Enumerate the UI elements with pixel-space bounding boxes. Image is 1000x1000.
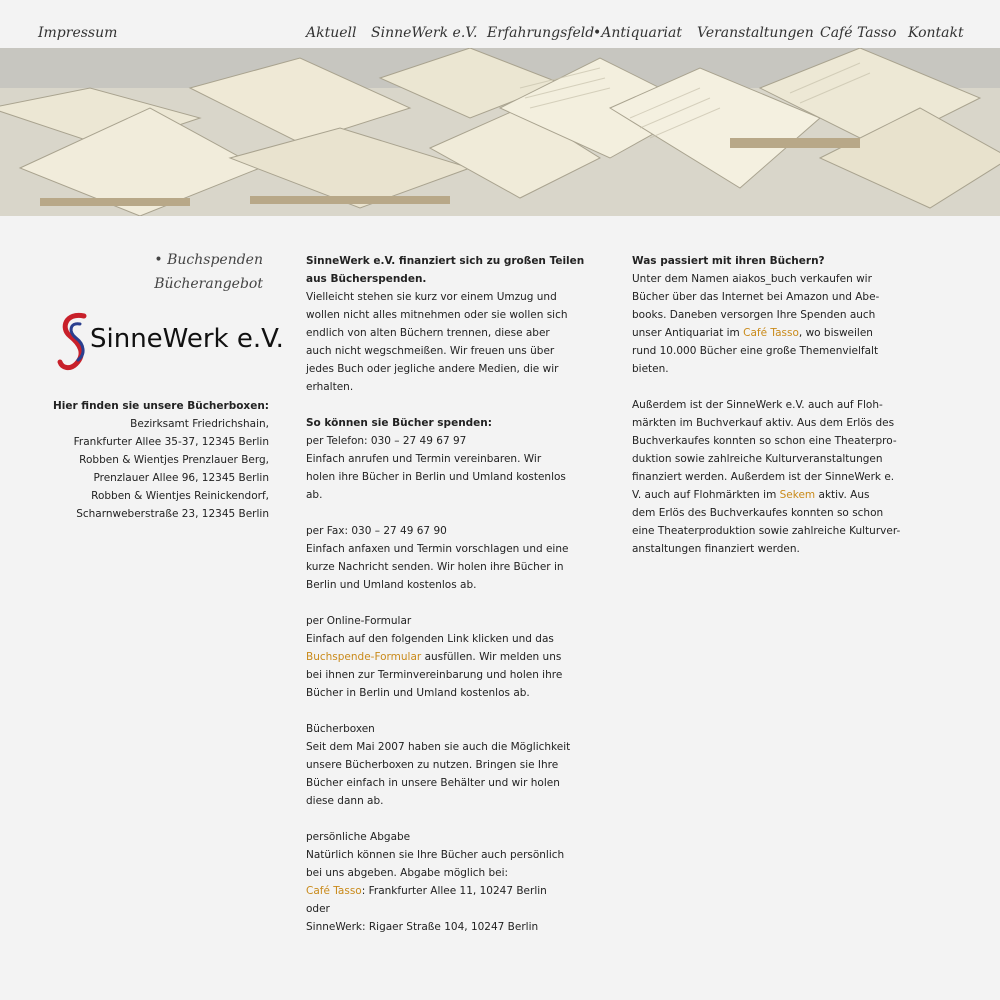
nav-cafe-tasso[interactable]: Café Tasso: [820, 25, 897, 41]
subnav-buchspenden[interactable]: • Buchspenden: [154, 252, 263, 268]
fax-line: kurze Nachricht senden. Wir holen ihre Bücher in: [306, 561, 564, 573]
boxes-line: unsere Bücherboxen zu nutzen. Bringen sie Ihre: [306, 759, 559, 771]
online-line: Bücher in Berlin und Umland kostenlos ab.: [306, 687, 530, 699]
hero-books-image: [0, 48, 1000, 216]
sinnewerk-logo: [56, 310, 284, 376]
box-address-line: Scharnweberstraße 23, 12345 Berlin: [76, 508, 269, 520]
personal-line: Natürlich können sie Ihre Bücher auch persönlich: [306, 849, 565, 861]
usage-line: duktion sowie zahlreiche Kulturveranstaltungen: [632, 453, 883, 465]
cafe-tasso-link[interactable]: Café Tasso: [306, 885, 362, 897]
buchspende-formular-link[interactable]: Buchspende-Formular: [306, 651, 422, 663]
nav-kontakt[interactable]: Kontakt: [908, 25, 964, 41]
nav-veranstaltungen[interactable]: Veranstaltungen: [697, 25, 814, 41]
boxes-line: Seit dem Mai 2007 haben sie auch die Möglichkeit: [306, 741, 571, 753]
book-usage-column: [632, 252, 900, 558]
intro-line: jedes Buch oder jegliche andere Medien, die wir: [306, 363, 559, 375]
usage-line: Buchverkaufes konnten so schon eine Theaterpro-: [632, 435, 897, 447]
nav-aktuell[interactable]: Aktuell: [306, 25, 357, 41]
online-title: per Online-Formular: [306, 615, 412, 627]
box-address-line: Bezirksamt Friedrichshain,: [130, 418, 269, 430]
usage-line: rund 10.000 Bücher eine große Themenvielfalt: [632, 345, 879, 357]
box-address-line: Robben & Wientjes Prenzlauer Berg,: [79, 454, 269, 466]
usage-line: Unter dem Namen aiakos_buch verkaufen wir: [632, 273, 872, 285]
donation-info-column: [306, 252, 584, 936]
personal-line: persönliche Abgabe: [306, 831, 411, 843]
online-line: Einfach auf den folgenden Link klicken und das: [306, 633, 554, 645]
nav-impressum[interactable]: Impressum: [38, 25, 118, 41]
intro-line: endlich von alten Büchern trennen, diese aber: [306, 327, 550, 339]
boxes-line: Bücherboxen: [306, 723, 375, 735]
usage-line: Außerdem ist der SinneWerk e.V. auch auf Floh-: [632, 399, 883, 411]
phone-line: holen ihre Bücher in Berlin und Umland kostenlos: [306, 471, 566, 483]
nav-sinnewerk[interactable]: SinneWerk e.V.: [371, 25, 478, 41]
box-locations: [53, 397, 269, 523]
logo-text: SinneWerk e.V.: [90, 324, 284, 354]
intro-line: erhalten.: [306, 381, 354, 393]
book-usage-heading: Was passiert mit ihren Büchern?: [632, 255, 825, 267]
top-navigation: [0, 0, 1000, 48]
box-address-line: Prenzlauer Allee 96, 12345 Berlin: [93, 472, 269, 484]
online-line: Buchspende-Formular ausfüllen. Wir melden uns: [306, 651, 562, 663]
usage-line: unser Antiquariat im Café Tasso, wo bisweilen: [632, 327, 873, 339]
usage-line: bieten.: [632, 363, 669, 375]
usage-line: books. Daneben versorgen Ihre Spenden auch: [632, 309, 876, 321]
intro-heading: SinneWerk e.V. finanziert sich zu großen Teilen: [306, 255, 585, 267]
sekem-link[interactable]: Sekem: [779, 489, 816, 501]
cafe-tasso-link[interactable]: Café Tasso: [743, 327, 799, 339]
usage-line: finanziert werden. Außerdem ist der SinneWerk e.: [632, 471, 895, 483]
intro-line: wollen nicht alles mitnehmen oder sie wollen sich: [306, 309, 568, 321]
nav-antiquariat[interactable]: •Antiquariat: [593, 25, 682, 41]
boxes-line: diese dann ab.: [306, 795, 384, 807]
usage-line: eine Theaterproduktion sowie zahlreiche Kulturver-: [632, 525, 901, 537]
phone-line: ab.: [306, 489, 323, 501]
boxes-line: Bücher einfach in unsere Behälter und wir holen: [306, 777, 560, 789]
usage-line: V. auch auf Flohmärkten im Sekem aktiv. Aus: [632, 489, 870, 501]
fax-line: Berlin und Umland kostenlos ab.: [306, 579, 477, 591]
personal-line: bei uns abgeben. Abgabe möglich bei:: [306, 867, 509, 879]
fax-line: Einfach anfaxen und Termin vorschlagen und eine: [306, 543, 569, 555]
usage-line: anstaltungen finanziert werden.: [632, 543, 800, 555]
subnav-buecherangebot[interactable]: Bücherangebot: [154, 276, 263, 292]
phone-line: Einfach anrufen und Termin vereinbaren. Wir: [306, 453, 542, 465]
box-address-line: Robben & Wientjes Reinickendorf,: [91, 490, 269, 502]
intro-line: Vielleicht stehen sie kurz vor einem Umzug und: [306, 291, 557, 303]
usage-line: Bücher über das Internet bei Amazon und Abe-: [632, 291, 880, 303]
phone-line: per Telefon: 030 – 27 49 67 97: [306, 435, 467, 447]
personal-line: Café Tasso: Frankfurter Allee 11, 10247 Berlin: [306, 885, 547, 897]
box-address-line: Frankfurter Allee 35-37, 12345 Berlin: [73, 436, 269, 448]
usage-line: märkten im Buchverkauf aktiv. Aus dem Erlös des: [632, 417, 895, 429]
how-to-donate-heading: So können sie Bücher spenden:: [306, 417, 492, 429]
box-locations-heading: Hier finden sie unsere Bücherboxen:: [52, 400, 269, 412]
usage-line: dem Erlös des Buchverkaufes konnten so schon: [632, 507, 884, 519]
personal-line: SinneWerk: Rigaer Straße 104, 10247 Berlin: [306, 921, 539, 933]
online-line: bei ihnen zur Terminvereinbarung und holen ihre: [306, 669, 563, 681]
personal-line: oder: [306, 903, 330, 915]
intro-line: auch nicht wegschmeißen. Wir freuen uns über: [306, 345, 555, 357]
nav-erfahrungsfeld[interactable]: Erfahrungsfeld: [487, 25, 595, 41]
intro-heading: aus Bücherspenden.: [306, 273, 427, 285]
fax-line: per Fax: 030 – 27 49 67 90: [306, 525, 447, 537]
